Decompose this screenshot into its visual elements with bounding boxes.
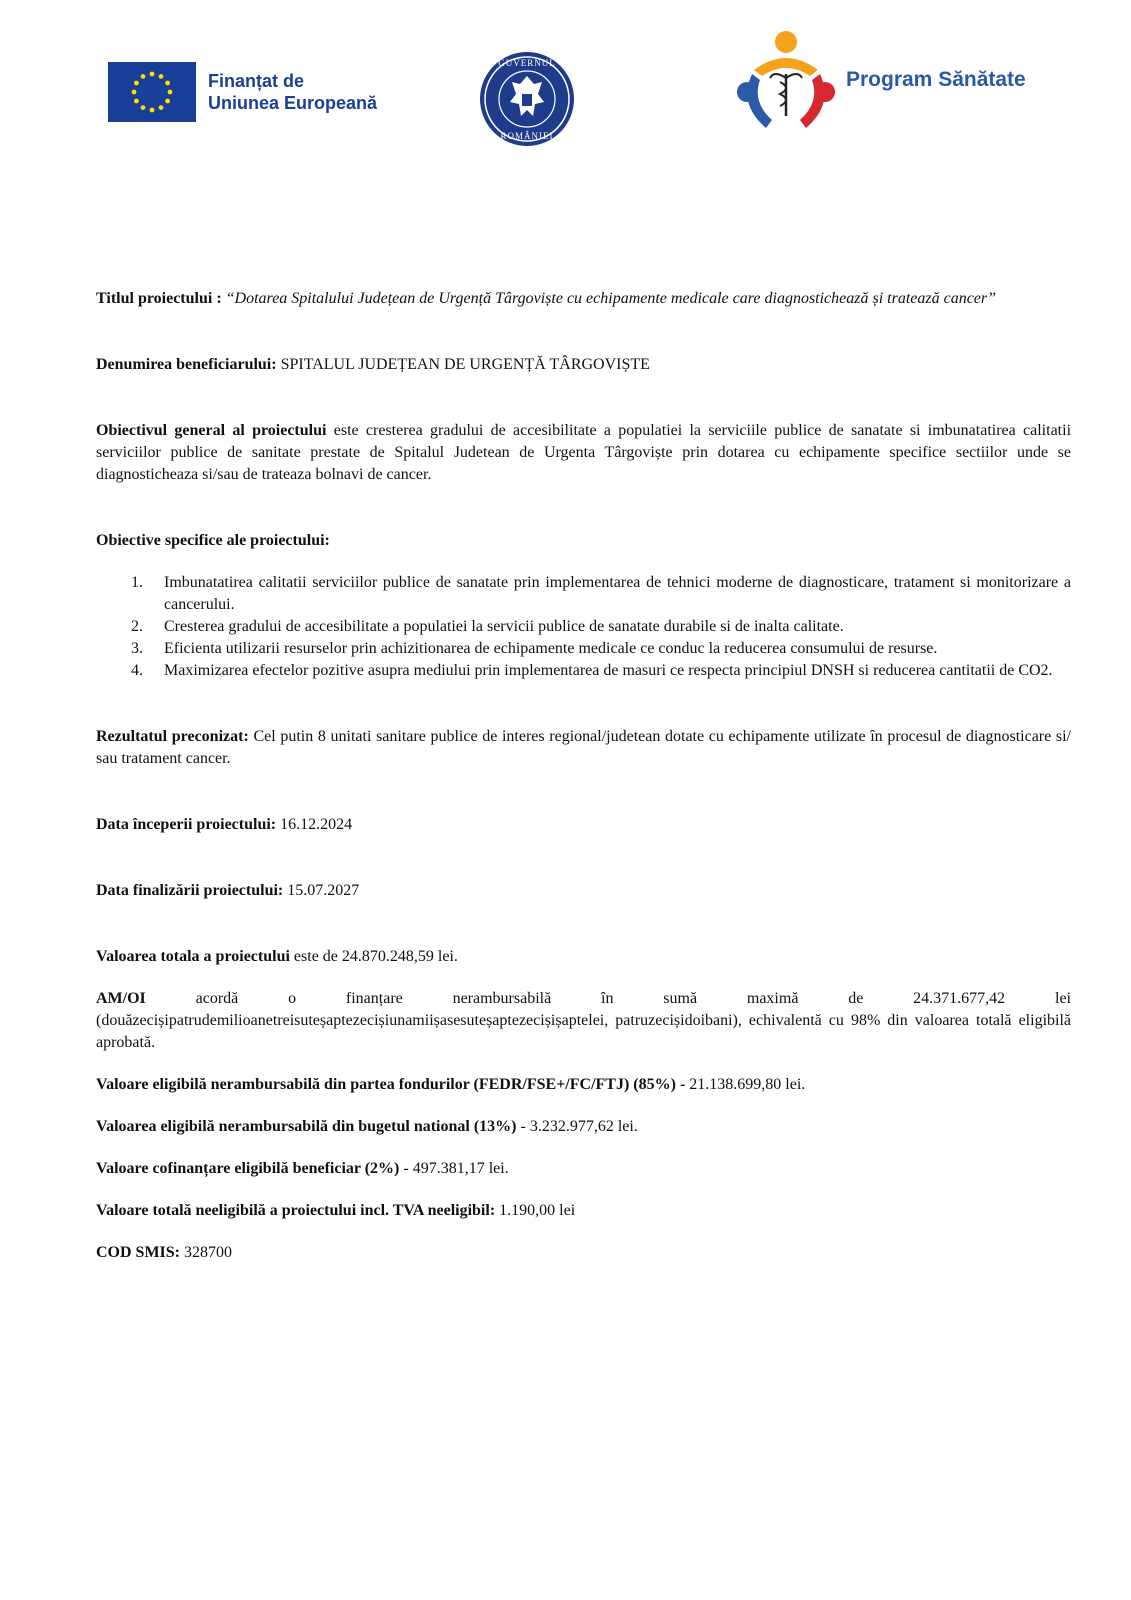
eu-funding-text	[208, 70, 377, 114]
eu-funding-logo	[108, 62, 377, 122]
svg-text:GUVERNUL: GUVERNUL	[498, 58, 556, 68]
total-value-label: Valoarea totala a proiectului	[96, 948, 290, 965]
total-value-text: este de 24.870.248,59 lei.	[293, 948, 458, 965]
smis-label: COD SMIS:	[96, 1244, 181, 1261]
eligible-funds-value: 21.138.699,80 lei.	[689, 1076, 806, 1093]
start-date-value: 16.12.2024	[280, 816, 353, 833]
svg-text:ROMÂNIEI: ROMÂNIEI	[500, 131, 554, 141]
eu-text-line1: Finanțat de	[208, 71, 305, 91]
beneficiary	[96, 354, 1071, 376]
cofinancing-label: Valoare cofinanțare eligibilă beneficiar (2%)	[96, 1160, 400, 1177]
list-item	[96, 616, 1071, 638]
grant-text: acordă o finanțare nerambursabilă în sumă maximă de 24.371.677,42 lei (douăzecișipatrudemilioanetreisuteșaptezecișiunamiișasesuteșaptezecișișaptelei, patruzecișidoibani), echivalentă cu 98% din valoarea totală eligibilă aprobată.	[96, 990, 1071, 1051]
smis-code	[96, 1242, 1071, 1264]
eligible-budget	[96, 1116, 1071, 1138]
page-header	[0, 0, 1131, 160]
specific-objectives-list	[96, 572, 1071, 682]
romanian-government-seal	[478, 50, 576, 148]
total-value	[96, 946, 1071, 968]
list-item	[96, 638, 1071, 660]
list-item-number: 2.	[131, 618, 143, 635]
beneficiary-label: Denumirea beneficiarului:	[96, 356, 277, 373]
smis-value: 328700	[184, 1244, 233, 1261]
list-item	[96, 660, 1071, 682]
non-eligible-amount: 1.190,00 lei	[499, 1202, 576, 1219]
list-item-text: Eficienta utilizarii resurselor prin achizitionarea de echipamente medicale ce conduc la reducerea consumului de resurse.	[164, 640, 938, 657]
start-date-label: Data începerii proiectului:	[96, 816, 277, 833]
eligible-funds-label: Valoare eligibilă nerambursabilă din partea fondurilor (FEDR/FSE+/FC/FTJ) (85%) -	[96, 1076, 686, 1093]
non-eligible-label: Valoare totală neeligibilă a proiectului incl. TVA neeligibil:	[96, 1202, 496, 1219]
grant-statement	[96, 988, 1071, 1054]
program-sanatate-text: Program Sănătate	[846, 68, 1026, 91]
project-title	[96, 288, 1071, 310]
end-date	[96, 880, 1071, 902]
general-objective-label: Obiectivul general al proiectului	[96, 422, 327, 439]
eu-text-line2: Uniunea Europeană	[208, 93, 378, 113]
cofinancing	[96, 1158, 1071, 1180]
list-item	[96, 572, 1071, 616]
list-item-text: Cresterea gradului de accesibilitate a populatiei la servicii publice de sanatate durabile si de inalta calitate.	[164, 618, 844, 635]
general-objective	[96, 420, 1071, 486]
beneficiary-value: SPITALUL JUDEȚEAN DE URGENȚĂ TÂRGOVIȘTE	[280, 356, 650, 373]
list-item-text: Maximizarea efectelor pozitive asupra mediului prin implementarea de masuri ce respecta principiul DNSH si reducerea cantitatii de CO2.	[164, 662, 1053, 679]
list-item-number: 4.	[131, 662, 143, 679]
end-date-label: Data finalizării proiectului:	[96, 882, 284, 899]
end-date-value: 15.07.2027	[287, 882, 360, 899]
project-title-value: “Dotarea Spitalului Județean de Urgență Târgoviște cu echipamente medicale care diagnostichează și tratează cancer”	[225, 290, 997, 307]
document-body	[96, 288, 1071, 1264]
expected-result	[96, 726, 1071, 770]
grant-label: AM/OI	[96, 990, 146, 1007]
cofinancing-value: - 497.381,17 lei.	[403, 1160, 509, 1177]
people-circle-icon	[730, 24, 842, 136]
expected-result-label: Rezultatul preconizat:	[96, 728, 249, 745]
non-eligible-value	[96, 1200, 1071, 1222]
program-sanatate-logo	[730, 24, 1026, 136]
eligible-budget-label: Valoarea eligibilă nerambursabilă din bugetul national (13%)	[96, 1118, 517, 1135]
eu-flag-icon	[108, 62, 196, 122]
project-title-label: Titlul proiectului :	[96, 290, 222, 307]
list-item-number: 1.	[131, 574, 143, 591]
list-item-number: 3.	[131, 640, 143, 657]
specific-objectives-heading	[96, 530, 1071, 552]
eligible-budget-value: - 3.232.977,62 lei.	[520, 1118, 638, 1135]
general-objective-text: este cresterea gradului de accesibilitate a populatiei la serviciile publice de sanatate si imbunatatirea calitatii serviciilor publice de sanitate prestate de Spitalul Judetean de Urgenta Târgoviște prin dotarea cu echipamente specifice sectiilor unde se diagnosticheaza si/sau de trateaza bolnavi de cancer.	[96, 422, 1072, 483]
start-date	[96, 814, 1071, 836]
expected-result-text: Cel putin 8 unitati sanitare publice de interes regional/judetean dotate cu echipamente utilizate în procesul de diagnosticare si/ sau tratament cancer.	[96, 728, 1072, 767]
specific-objectives-label: Obiective specifice ale proiectului:	[96, 532, 330, 549]
eligible-funds	[96, 1074, 1071, 1096]
list-item-text: Imbunatatirea calitatii serviciilor publice de sanatate prin implementarea de tehnici moderne de diagnosticare, tratament si monitorizare a cancerului.	[164, 574, 1071, 613]
